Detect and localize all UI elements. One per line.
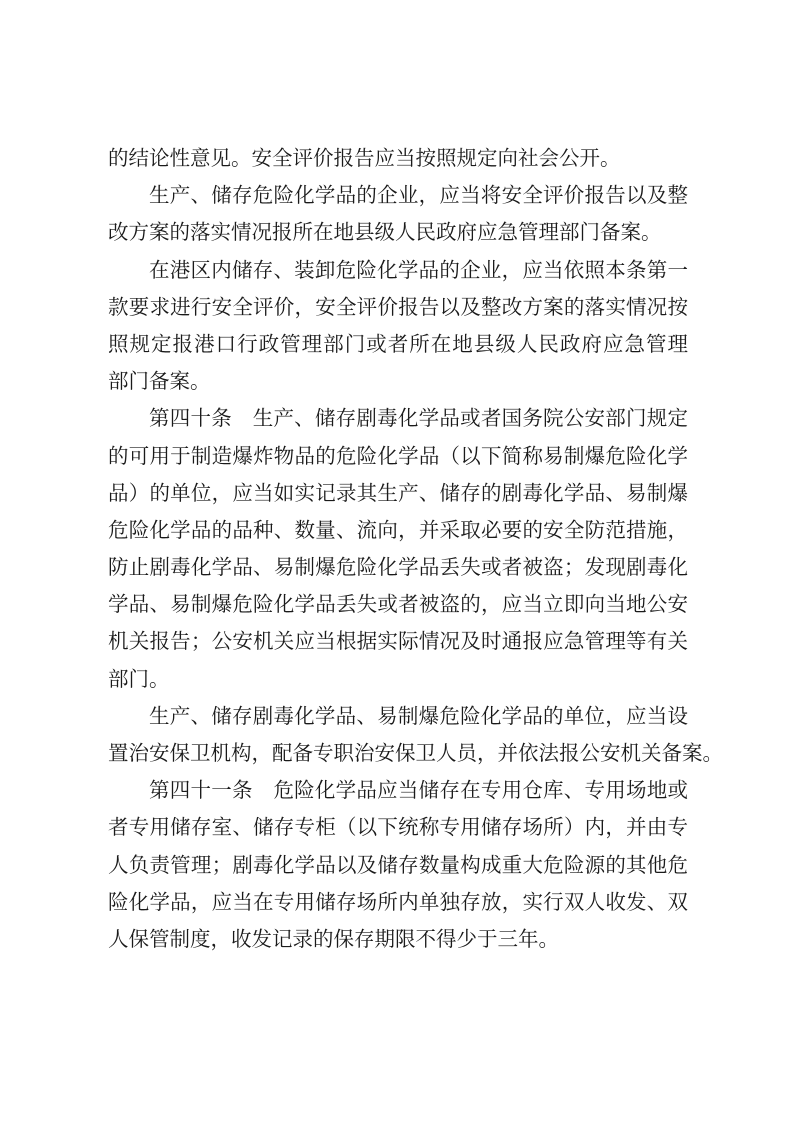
text-line: 品）的单位，应当如实记录其生产、储存的剧毒化学品、易制爆 (108, 480, 688, 505)
text-line: 改方案的落实情况报所在地县级人民政府应急管理部门备案。 (108, 220, 662, 245)
text-line: 款要求进行安全评价，安全评价报告以及整改方案的落实情况按 (108, 294, 688, 319)
text-line: 部门备案。 (108, 369, 211, 394)
text-line: 险化学品，应当在专用储存场所内单独存放，实行双人收发、双 (108, 889, 688, 914)
text-line: 人负责管理；剧毒化学品以及储存数量构成重大危险源的其他危 (108, 852, 688, 877)
text-line: 人保管制度，收发记录的保存期限不得少于三年。 (108, 926, 559, 951)
text-line: 第四十一条 危险化学品应当储存在专用仓库、专用场地或 (149, 778, 688, 803)
text-line: 机关报告；公安机关应当根据实际情况及时通报应急管理等有关 (108, 629, 688, 654)
text-line: 学品、易制爆危险化学品丢失或者被盗的，应当立即向当地公安 (108, 592, 688, 617)
text-line: 危险化学品的品种、数量、流向，并采取必要的安全防范措施， (108, 517, 688, 542)
body-text (108, 140, 723, 958)
text-line: 的结论性意见。安全评价报告应当按照规定向社会公开。 (108, 146, 621, 170)
text-line: 照规定报港口行政管理部门或者所在地县级人民政府应急管理 (108, 331, 688, 356)
text-line: 在港区内储存、装卸危险化学品的企业，应当依照本条第一 (149, 257, 688, 282)
text-line: 的可用于制造爆炸物品的危险化学品（以下简称易制爆危险化学 (108, 443, 688, 468)
text-line: 生产、储存危险化学品的企业，应当将安全评价报告以及整 (149, 183, 688, 208)
text-line: 者专用储存室、储存专柜（以下统称专用储存场所）内，并由专 (108, 815, 688, 840)
text-line: 生产、储存剧毒化学品、易制爆危险化学品的单位，应当设 (149, 703, 688, 728)
text-line: 部门。 (108, 666, 170, 691)
text-line: 第四十条 生产、储存剧毒化学品或者国务院公安部门规定 (149, 406, 688, 431)
text-line: 置治安保卫机构，配备专职治安保卫人员，并依法报公安机关备案。 (108, 741, 723, 765)
text-line: 防止剧毒化学品、易制爆危险化学品丢失或者被盗；发现剧毒化 (108, 555, 688, 580)
